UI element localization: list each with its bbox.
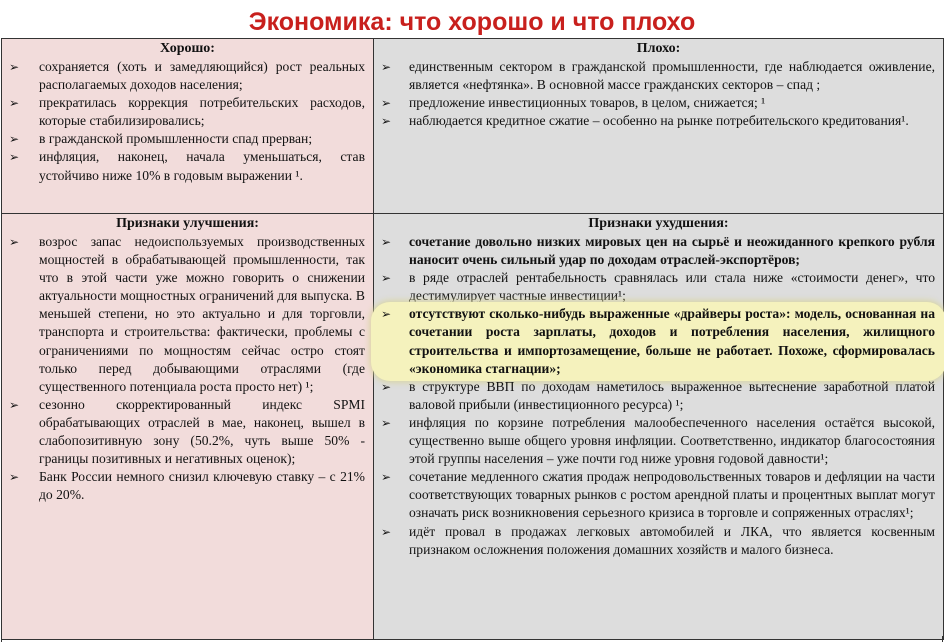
- comparison-table: [1, 38, 944, 640]
- arrow-bullet-icon: ➢: [381, 415, 392, 430]
- list-item: [2, 130, 373, 148]
- bad-cell: [374, 39, 944, 214]
- list-item: [374, 468, 943, 522]
- bad-list: [374, 58, 943, 130]
- list-item-text: в ряде отраслей рентабельность сравнялась или стала ниже «стоимости денег», что дестимулирует частные инвестиции¹;: [409, 270, 935, 304]
- list-item: [2, 58, 373, 94]
- slide-title: Экономика: что хорошо и что плохо: [248, 8, 696, 36]
- list-item-text: сезонно скорректированный индекс SPMI обрабатывающих отраслей в мае, наконец, вышел в слабопозитивную зону (50.2%, чуть выше 50% - границы позитивных и негативных оценок);: [39, 396, 365, 467]
- arrow-bullet-icon: ➢: [381, 96, 392, 111]
- arrow-bullet-icon: ➢: [381, 60, 392, 74]
- table-row: [2, 39, 944, 214]
- arrow-bullet-icon: ➢: [9, 96, 20, 111]
- list-item-text: предложение инвестиционных товаров, в целом, снижается; ¹: [409, 95, 766, 111]
- list-item-text: сочетание довольно низких мировых цен на сырьё и неожиданного крепкого рубля наносит очень сильный удар по доходам отраслей-экспортёров;: [409, 234, 935, 268]
- list-item: [374, 58, 943, 94]
- good-list: [2, 58, 373, 185]
- list-item-text: сохраняется (хоть и замедляющийся) рост реальных располагаемых доходов населения;: [39, 59, 365, 93]
- improve-list: [2, 233, 373, 504]
- list-item: [2, 148, 373, 184]
- list-item-text: наблюдается кредитное сжатие – особенно на рынке потребительского кредитования¹.: [409, 113, 909, 129]
- list-item: [2, 396, 373, 468]
- arrow-bullet-icon: ➢: [381, 114, 392, 129]
- list-item: [374, 414, 943, 468]
- arrow-bullet-icon: ➢: [381, 271, 392, 286]
- arrow-bullet-icon: ➢: [381, 470, 392, 485]
- arrow-bullet-icon: ➢: [9, 235, 20, 249]
- list-item: [374, 378, 943, 414]
- list-item: [2, 233, 373, 396]
- list-item-text: возрос запас недоиспользуемых производственных мощностей в обрабатывающей промышленности, так что в этой части уже можно говорить о снижении актуальности мощностных ограничений для выпуска. В меньшей степени, но это актуально и для торговли, транспорта и строительства: фактически, проблемы с ограничениями по мощностям сейчас остро стоят только перед добывающими отраслями (где существенного потенциала роста просто нет) ¹;: [39, 234, 365, 394]
- arrow-bullet-icon: ➢: [381, 524, 392, 539]
- list-item: [374, 112, 943, 130]
- arrow-bullet-icon: ➢: [381, 379, 392, 394]
- list-item-text: сочетание медленного сжатия продаж непродовольственных товаров и дефляции на части соответствующих товарных рынков с ростом арендной платы и процентных выплат могут означать риск возникновения серьезного кризиса в торговле и сопряженных отраслях¹;: [409, 469, 935, 521]
- worsen-heading: Признаки ухудшения:: [588, 216, 729, 231]
- list-item-text: инфляция, наконец, начала уменьшаться, став устойчиво ниже 10% в годовым выражении ¹.: [39, 149, 365, 183]
- good-heading: Хорошо:: [160, 41, 215, 56]
- list-item: [374, 523, 943, 559]
- bad-heading: Плохо:: [636, 41, 681, 56]
- list-item-text: единственным сектором в гражданской промышленности, где наблюдается оживление, является «нефтянка». В основной массе гражданских секторов – спад ;: [409, 59, 935, 93]
- list-item-text: инфляция по корзине потребления малообеспеченного населения остаётся высокой, существенно выше общего уровня инфляции. Соответственно, индикатор благосостояния этой группы населения – уже почти год ниже уровня годовой давности¹;: [409, 414, 935, 467]
- arrow-bullet-icon: ➢: [9, 150, 20, 165]
- list-item: [2, 468, 373, 504]
- list-item-text: в гражданской промышленности спад прерван;: [39, 131, 313, 147]
- arrow-bullet-icon: ➢: [381, 235, 392, 249]
- list-item: [374, 233, 943, 269]
- improve-heading: Признаки улучшения:: [116, 216, 259, 231]
- list-item: [2, 94, 373, 130]
- improve-cell: [2, 214, 374, 640]
- list-item-text: Банк России немного снизил ключевую ставку – с 21% до 20%.: [39, 469, 365, 503]
- list-item: [374, 269, 943, 305]
- highlighted-list-item: [374, 305, 943, 377]
- list-item-text: прекратилась коррекция потребительских расходов, которые стабилизировались;: [39, 95, 365, 129]
- arrow-bullet-icon: ➢: [9, 470, 20, 485]
- list-item-text: в структуре ВВП по доходам наметилось выраженное вытеснение заработной платой валовой прибыли (инвестиционного ресурса) ¹;: [409, 378, 935, 412]
- list-item: [374, 94, 943, 112]
- worsen-cell: [374, 214, 944, 640]
- list-item-text: отсутствуют сколько-нибудь выраженные «драйверы роста»: модель, основанная на сочетании роста зарплаты, доходов и потребления населения, жилищного строительства и импортозамещение, больше не работает. Похоже, сформировалась «экономика стагнации»;: [409, 306, 935, 376]
- arrow-bullet-icon: ➢: [9, 60, 20, 74]
- good-cell: [2, 39, 374, 214]
- arrow-bullet-icon: ➢: [9, 397, 20, 412]
- table-row: [2, 214, 944, 640]
- arrow-bullet-icon: ➢: [381, 307, 392, 322]
- table-bottom-edge: [1, 636, 943, 642]
- list-item-text: идёт провал в продажах легковых автомобилей и ЛКА, что является косвенным признаком осложнения положения домашних хозяйств и малого бизнеса.: [409, 523, 935, 557]
- arrow-bullet-icon: ➢: [9, 132, 20, 147]
- worsen-list: [374, 233, 943, 559]
